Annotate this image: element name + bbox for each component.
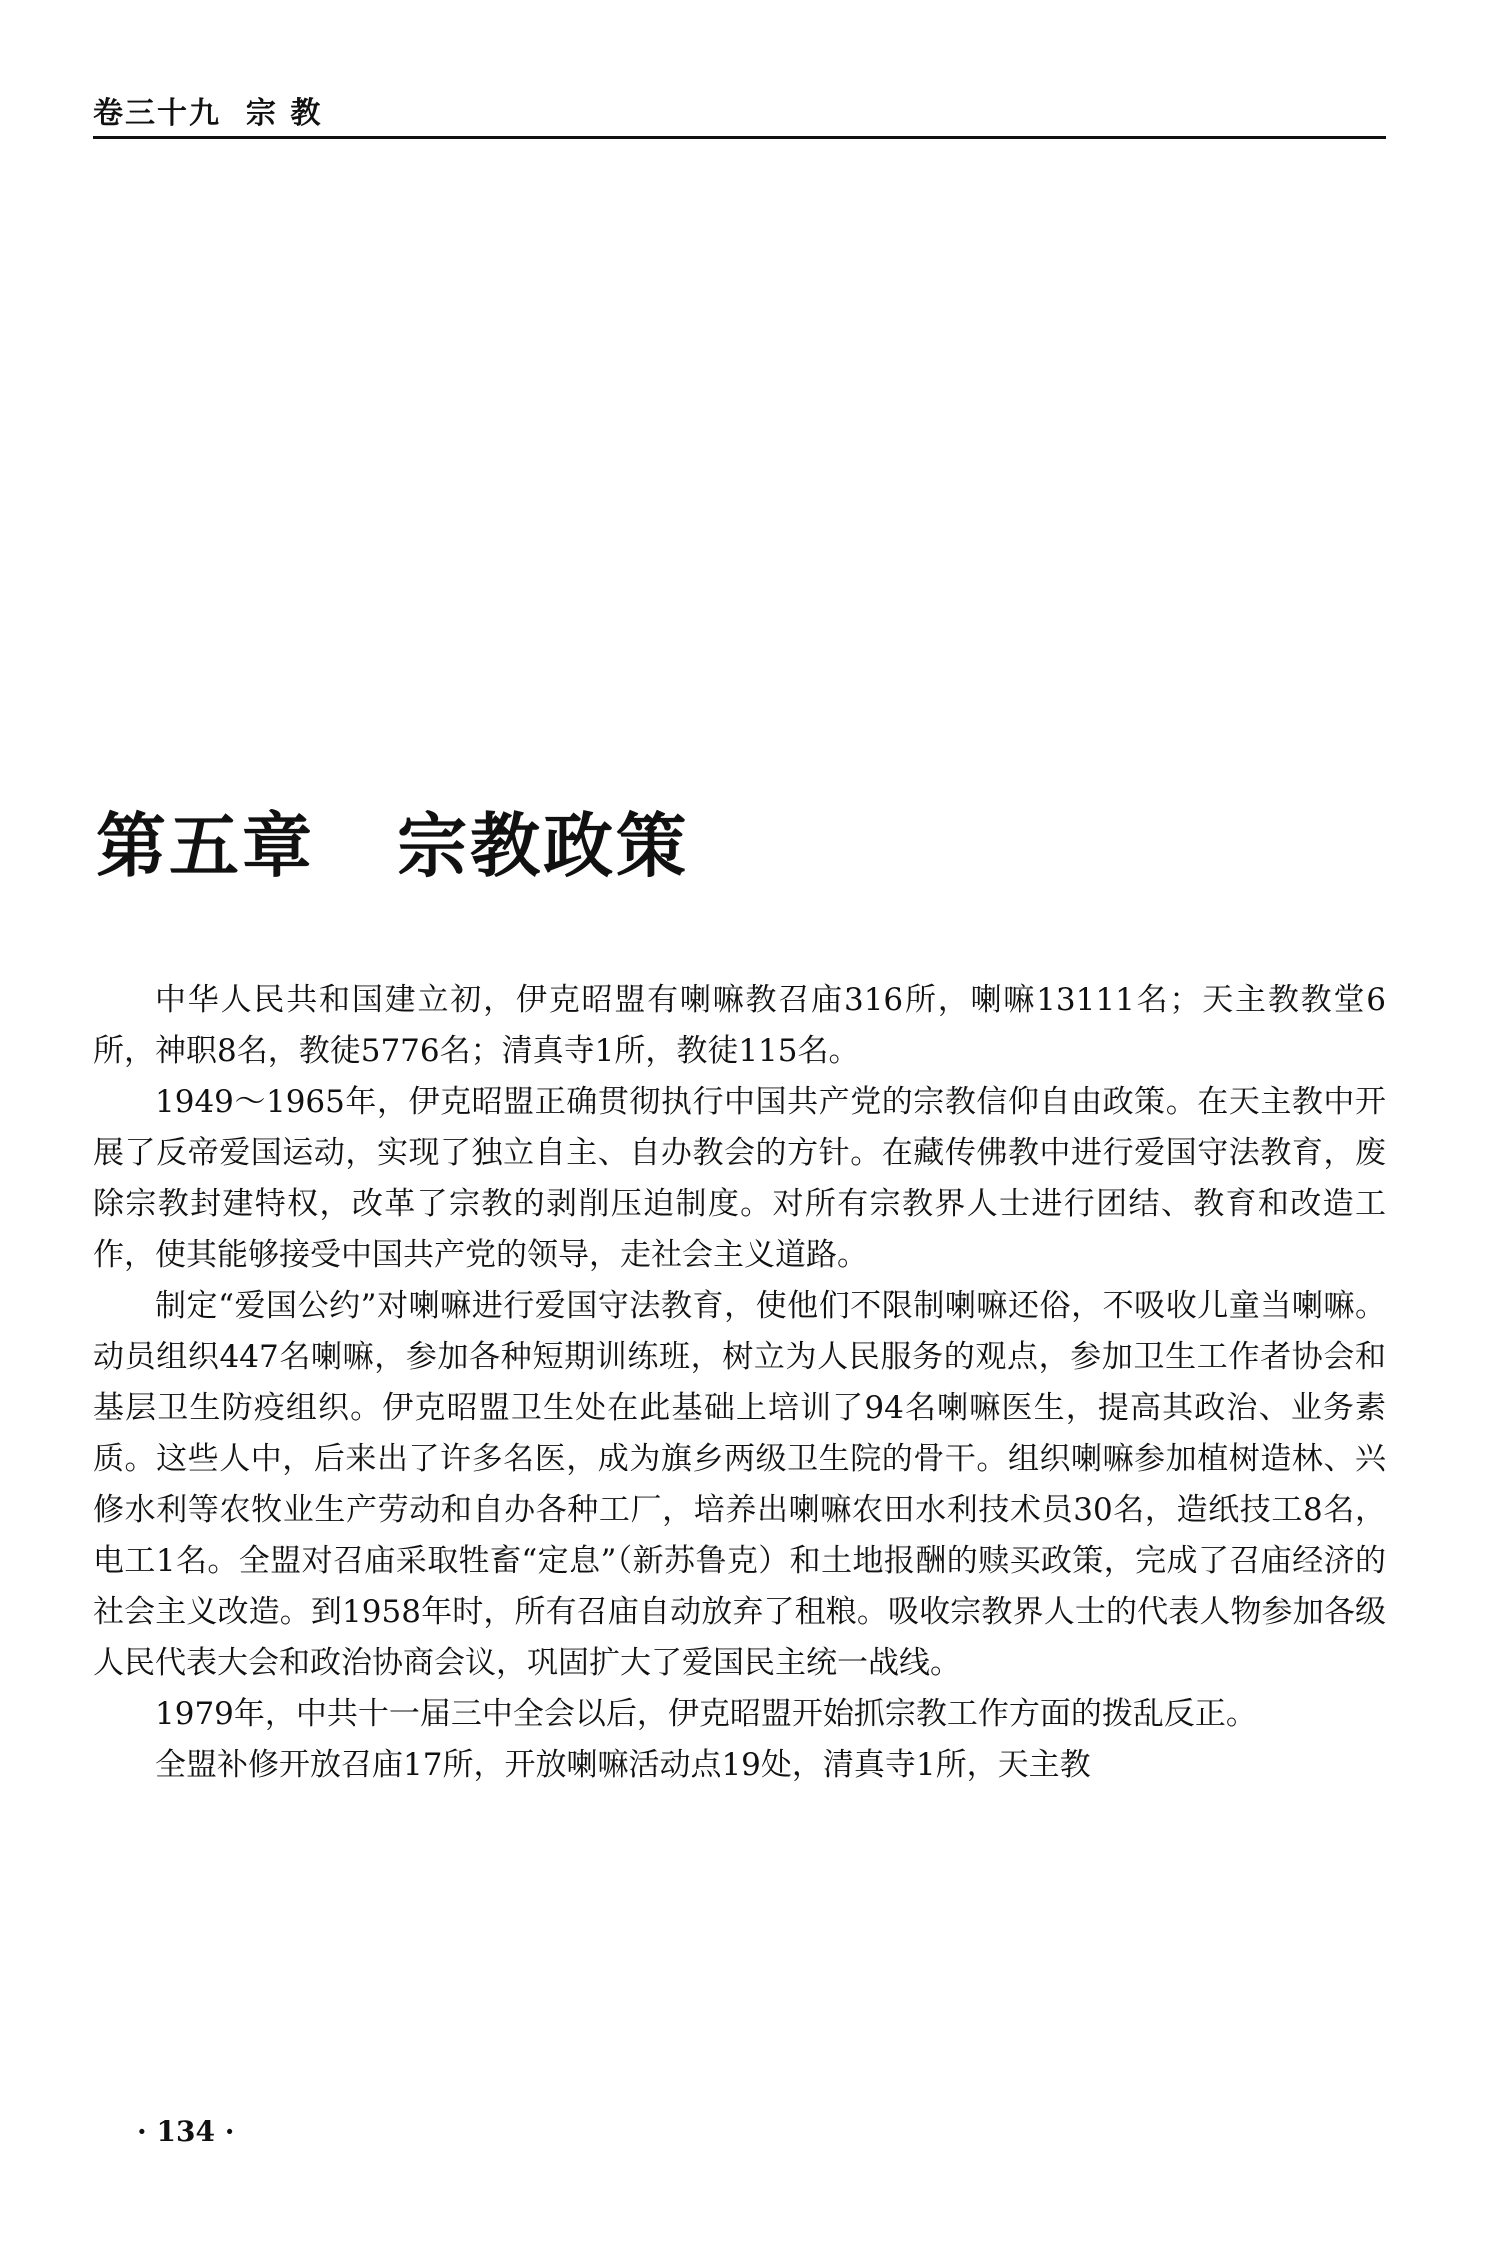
- paragraph: 制定“爱国公约”对喇嘛进行爱国守法教育，使他们不限制喇嘛还俗，不吸收儿童当喇嘛。动员组织447名喇嘛，参加各种短期训练班，树立为人民服务的观点，参加卫生工作者协会和基层卫生防疫组织。伊克昭盟卫生处在此基础上培训了94名喇嘛医生，提高其政治、业务素质。这些人中，后来出了许多名医，成为旗乡两级卫生院的骨干。组织喇嘛参加植树造林、兴修水利等农牧业生产劳动和自办各种工厂，培养出喇嘛农田水利技术员30名，造纸技工8名，电工1名。全盟对召庙采取牲畜“定息”（新苏鲁克）和土地报酬的赎买政策，完成了召庙经济的社会主义改造。到1958年时，所有召庙自动放弃了租粮。吸收宗教界人士的代表人物参加各级人民代表大会和政治协商会议，巩固扩大了爱国民主统一战线。: [93, 1288, 1386, 1681]
- paragraph: 1949～1965年，伊克昭盟正确贯彻执行中国共产党的宗教信仰自由政策。在天主教中开展了反帝爱国运动，实现了独立自主、自办教会的方针。在藏传佛教中进行爱国守法教育，废除宗教封建特权，改革了宗教的剥削压迫制度。对所有宗教界人士进行团结、教育和改造工作，使其能够接受中国共产党的领导，走社会主义道路。: [93, 1084, 1386, 1273]
- chapter-title: 第五章 宗教政策: [96, 805, 690, 887]
- paragraph: 全盟补修开放召庙17所，开放喇嘛活动点19处，清真寺1所，天主教: [155, 1747, 1091, 1783]
- paragraph: 1979年，中共十一届三中全会以后，伊克昭盟开始抓宗教工作方面的拨乱反正。: [155, 1696, 1257, 1732]
- header-rule: [93, 136, 1386, 139]
- running-head: 卷三十九 宗 教: [93, 96, 323, 131]
- page-number: · 134 ·: [137, 2115, 235, 2148]
- paragraph: 中华人民共和国建立初，伊克昭盟有喇嘛教召庙316所，喇嘛13111名；天主教教堂6所，神职8名，教徒5776名；清真寺1所，教徒115名。: [93, 982, 1386, 1069]
- body-text: [93, 975, 1386, 1791]
